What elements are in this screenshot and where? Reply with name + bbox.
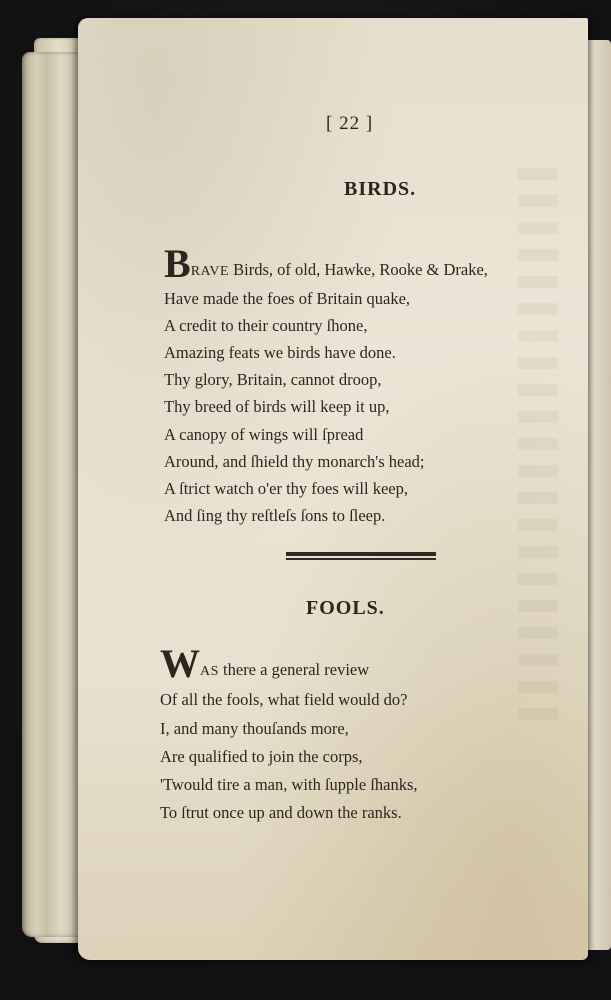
page-number: [ 22 ]: [326, 113, 374, 134]
drop-cap: W: [160, 641, 200, 686]
divider-thin-line: [286, 558, 436, 560]
poem-line: [164, 241, 488, 286]
poem-line: Are qualified to join the corps,: [160, 746, 363, 766]
poem-line: To ſtrut once up and down the ranks.: [160, 803, 402, 823]
poem-line: Thy breed of birds will keep it up,: [164, 397, 390, 417]
poem-line: I, and many thouſands more,: [160, 718, 349, 738]
poem-fools: [160, 641, 418, 828]
section-heading-fools: FOOLS.: [306, 597, 385, 619]
poem-line: A canopy of wings will ſpread: [164, 424, 364, 444]
section-heading-birds: BIRDS.: [344, 178, 417, 200]
poem-line: Amazing feats we birds have done.: [164, 343, 396, 363]
poem-line: 'Twould tire a man, with ſupple ſhanks,: [160, 775, 418, 795]
show-through-text: [518, 168, 558, 728]
poem-birds: [164, 241, 488, 529]
poem-line: Around, and ſhield thy monarch's head;: [164, 451, 425, 471]
book-page: [78, 18, 588, 960]
poem-line: Have made the foes of Britain quake,: [164, 289, 411, 309]
first-line-text: Birds, of old, Hawke, Rooke & Drake,: [229, 260, 488, 279]
poem-line: Thy glory, Britain, cannot droop,: [164, 370, 382, 390]
poem-line: A ſtrict watch o'er thy foes will keep,: [164, 478, 408, 498]
poem-line: And ſing thy reſtleſs ſons to ſleep.: [164, 505, 386, 525]
drop-cap: B: [164, 241, 191, 286]
poem-line: [160, 641, 418, 686]
poem-line: A credit to their country ſhone,: [164, 316, 368, 336]
first-line-text: there a general review: [218, 660, 370, 679]
section-divider-rule: [286, 552, 436, 561]
small-caps-word: RAVE: [190, 264, 229, 279]
small-caps-word: AS: [200, 664, 219, 679]
poem-line: Of all the fools, what field would do?: [160, 690, 408, 710]
divider-thick-line: [286, 552, 436, 556]
